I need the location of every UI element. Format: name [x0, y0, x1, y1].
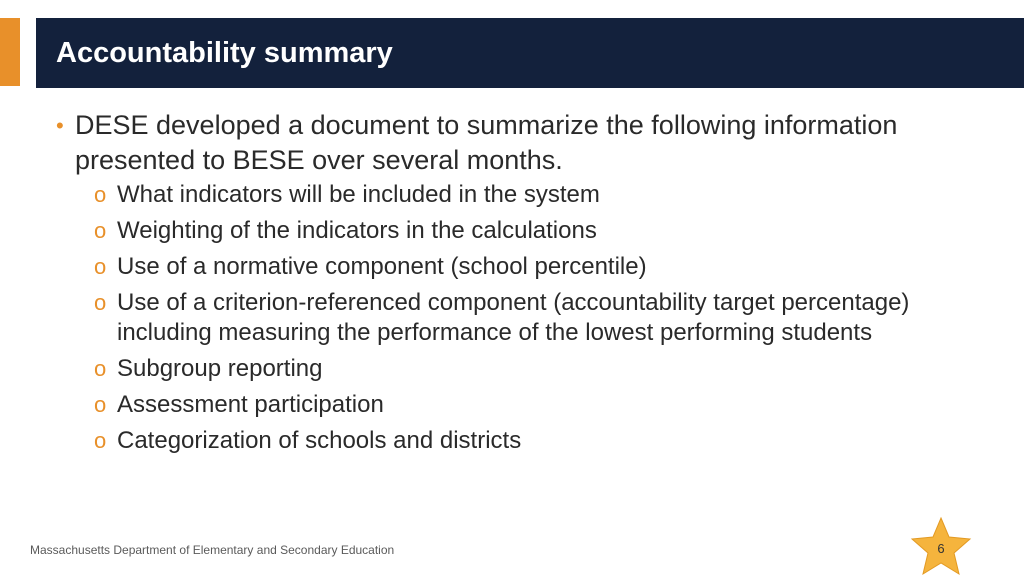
title-bar: [36, 18, 1024, 88]
sub-bullet-marker: o: [94, 182, 107, 207]
sub-bullet-marker: o: [94, 428, 107, 453]
sub-bullet-text: Subgroup reporting: [117, 355, 323, 382]
sub-bullet: [94, 252, 1006, 282]
sub-bullet-text: Categorization of schools and districts: [117, 427, 522, 454]
main-bullet-text: DESE developed a document to summarize the following information presented to BESE over several months.: [75, 110, 898, 175]
sub-bullet-marker: o: [94, 392, 107, 417]
sub-bullet: [94, 180, 1006, 210]
sub-bullet: [94, 390, 1006, 420]
sub-bullet-text: Weighting of the indicators in the calculations: [117, 217, 597, 244]
sub-bullet-marker: o: [94, 356, 107, 381]
sub-bullet: [94, 216, 1006, 246]
sub-bullet-list: [94, 180, 1006, 456]
sub-bullet: [94, 354, 1006, 384]
sub-bullet: [94, 426, 1006, 456]
sub-bullet-text: Use of a criterion-referenced component (accountability target percentage) including measuring the performance of the lowest performing students: [117, 289, 910, 346]
sub-bullet-text: Assessment participation: [117, 391, 384, 418]
main-bullet: [56, 108, 1006, 178]
sub-bullet: [94, 288, 1006, 348]
sub-bullet-text: Use of a normative component (school percentile): [117, 253, 647, 280]
bullet-marker: •: [56, 113, 64, 138]
title-accent-bar: [0, 18, 20, 86]
page-number: 6: [937, 541, 945, 556]
sub-bullet-marker: o: [94, 218, 107, 243]
sub-bullet-marker: o: [94, 290, 107, 315]
footer-organization: Massachusetts Department of Elementary and Secondary Education: [30, 543, 395, 557]
sub-bullet-marker: o: [94, 254, 107, 279]
sub-bullet-text: What indicators will be included in the system: [117, 181, 600, 208]
slide-title: Accountability summary: [56, 36, 393, 69]
slide-content: [56, 108, 1006, 462]
